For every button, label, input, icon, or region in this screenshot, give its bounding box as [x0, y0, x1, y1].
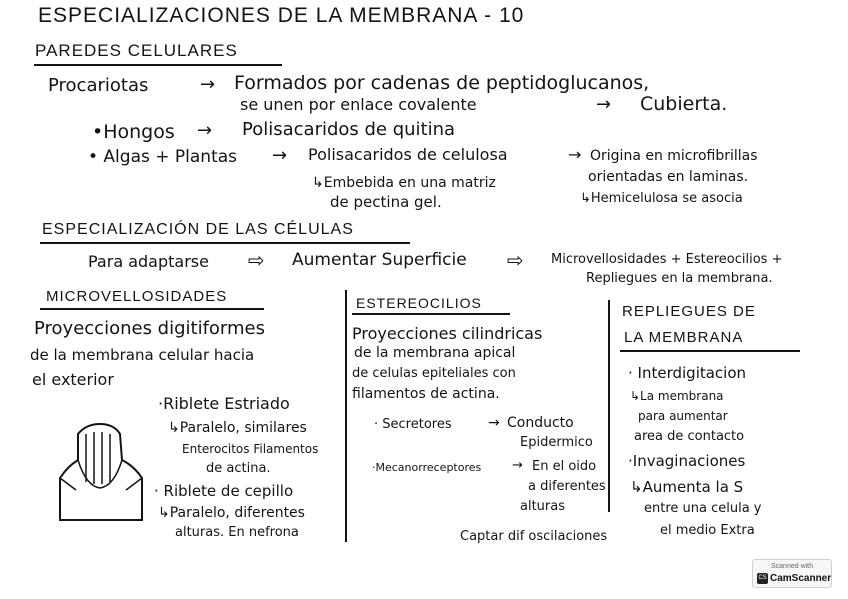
col2-underline	[352, 313, 510, 315]
invaginaciones-a: ↳Aumenta la S	[630, 478, 744, 496]
double-arrow-2: ⇨	[507, 248, 524, 272]
column-divider-1	[345, 290, 347, 542]
captar-oscilaciones: Captar dif oscilaciones	[460, 529, 608, 544]
procariotas-def-2-end: Cubierta.	[640, 93, 728, 115]
arrow-7: →	[512, 458, 523, 473]
watermark-line-2: CamScanner	[770, 573, 832, 584]
page-title: ESPECIALIZACIONES DE LA MEMBRANA - 10	[38, 4, 525, 27]
arrow-3: →	[197, 120, 213, 141]
invaginaciones-c: el medio Extra	[660, 523, 755, 538]
col2-desc-4: filamentos de actina.	[352, 386, 500, 402]
algas-result-2: orientadas en laminas.	[588, 169, 749, 185]
aumentar-superficie: Aumentar Superficie	[292, 250, 467, 270]
col3-heading-1: REPLIEGUES DE	[622, 303, 756, 320]
hongos-def: Polisacaridos de quitina	[242, 119, 456, 140]
microvilli-cell-sketch	[56, 420, 146, 522]
arrow-6: →	[488, 415, 500, 431]
col3-heading-2: LA MEMBRANA	[624, 329, 744, 346]
col3-underline	[620, 350, 800, 352]
col2-desc-3: de celulas epiteliales con	[352, 366, 516, 381]
invaginaciones: ·Invaginaciones	[628, 452, 746, 470]
algas-result: Origina en microfibrillas	[590, 148, 758, 164]
secretores-def-2: Epidermico	[520, 435, 593, 450]
secretores-def: Conducto	[507, 415, 574, 431]
riblete-cepillo-a: ↳Paralelo, diferentes	[158, 505, 305, 521]
procariotas-def-2: se unen por enlace covalente	[240, 95, 477, 114]
section-heading-paredes: PAREDES CELULARES	[35, 41, 238, 60]
col1-desc-3: el exterior	[32, 370, 114, 389]
col1-underline	[40, 308, 264, 310]
col2-heading: ESTEREOCILIOS	[356, 295, 482, 311]
arrow-2: →	[596, 94, 612, 115]
invaginaciones-b: entre una celula y	[644, 501, 762, 516]
col1-desc-2: de la membrana celular hacia	[30, 346, 255, 364]
result-line-1: Microvellosidades + Estereocilios +	[551, 252, 783, 267]
arrow-5: →	[568, 145, 582, 164]
riblete-estriado-a: ↳Paralelo, similares	[168, 420, 307, 436]
embebida-2: de pectina gel.	[330, 193, 442, 211]
watermark-line-1: Scanned with	[770, 563, 814, 570]
arrow-1: →	[200, 74, 216, 95]
interdigitacion: · Interdigitacion	[628, 364, 747, 382]
riblete-estriado-b: Enterocitos Filamentos	[182, 442, 319, 456]
col2-desc-2: de la membrana apical	[354, 345, 516, 361]
interdigitacion-c: area de contacto	[634, 429, 745, 444]
camscanner-logo-icon: CS	[757, 573, 768, 584]
column-divider-2	[608, 300, 610, 512]
mecano-def-2: a diferentes	[528, 479, 606, 494]
procariotas-label: Procariotas	[48, 75, 149, 96]
mecanorreceptores: ·Mecanorreceptores	[372, 461, 482, 474]
procariotas-def-1: Formados por cadenas de peptidoglucanos,	[234, 72, 650, 94]
hongos-label: •Hongos	[92, 121, 175, 143]
para-adaptarse: Para adaptarse	[88, 252, 209, 271]
arrow-4: →	[272, 145, 288, 166]
riblete-cepillo: · Riblete de cepillo	[154, 482, 294, 500]
algas-def: Polisacaridos de celulosa	[308, 145, 508, 164]
embebida-1: ↳Embebida en una matriz	[312, 175, 496, 191]
mecano-def-3: alturas	[520, 499, 565, 514]
underline-especializacion	[40, 242, 410, 244]
double-arrow-1: ⇨	[248, 248, 265, 272]
result-line-2: Repliegues en la membrana.	[586, 271, 773, 286]
riblete-estriado: ·Riblete Estriado	[158, 394, 290, 413]
col1-heading: MICROVELLOSIDADES	[46, 288, 228, 305]
camscanner-watermark	[752, 559, 832, 588]
secretores: · Secretores	[374, 417, 452, 432]
section-heading-especializacion: ESPECIALIZACIÓN DE LAS CÉLULAS	[42, 221, 354, 238]
riblete-cepillo-b: alturas. En nefrona	[175, 525, 299, 540]
col1-desc-1: Proyecciones digitiformes	[34, 318, 266, 339]
algas-label: • Algas + Plantas	[88, 147, 238, 167]
mecano-def: En el oido	[532, 459, 597, 474]
interdigitacion-b: para aumentar	[638, 409, 728, 423]
interdigitacion-a: ↳La membrana	[630, 389, 724, 403]
hemicelulosa: ↳Hemicelulosa se asocia	[580, 191, 743, 206]
riblete-estriado-c: de actina.	[206, 461, 271, 476]
underline-paredes	[34, 64, 282, 66]
col2-desc-1: Proyecciones cilindricas	[352, 324, 543, 343]
